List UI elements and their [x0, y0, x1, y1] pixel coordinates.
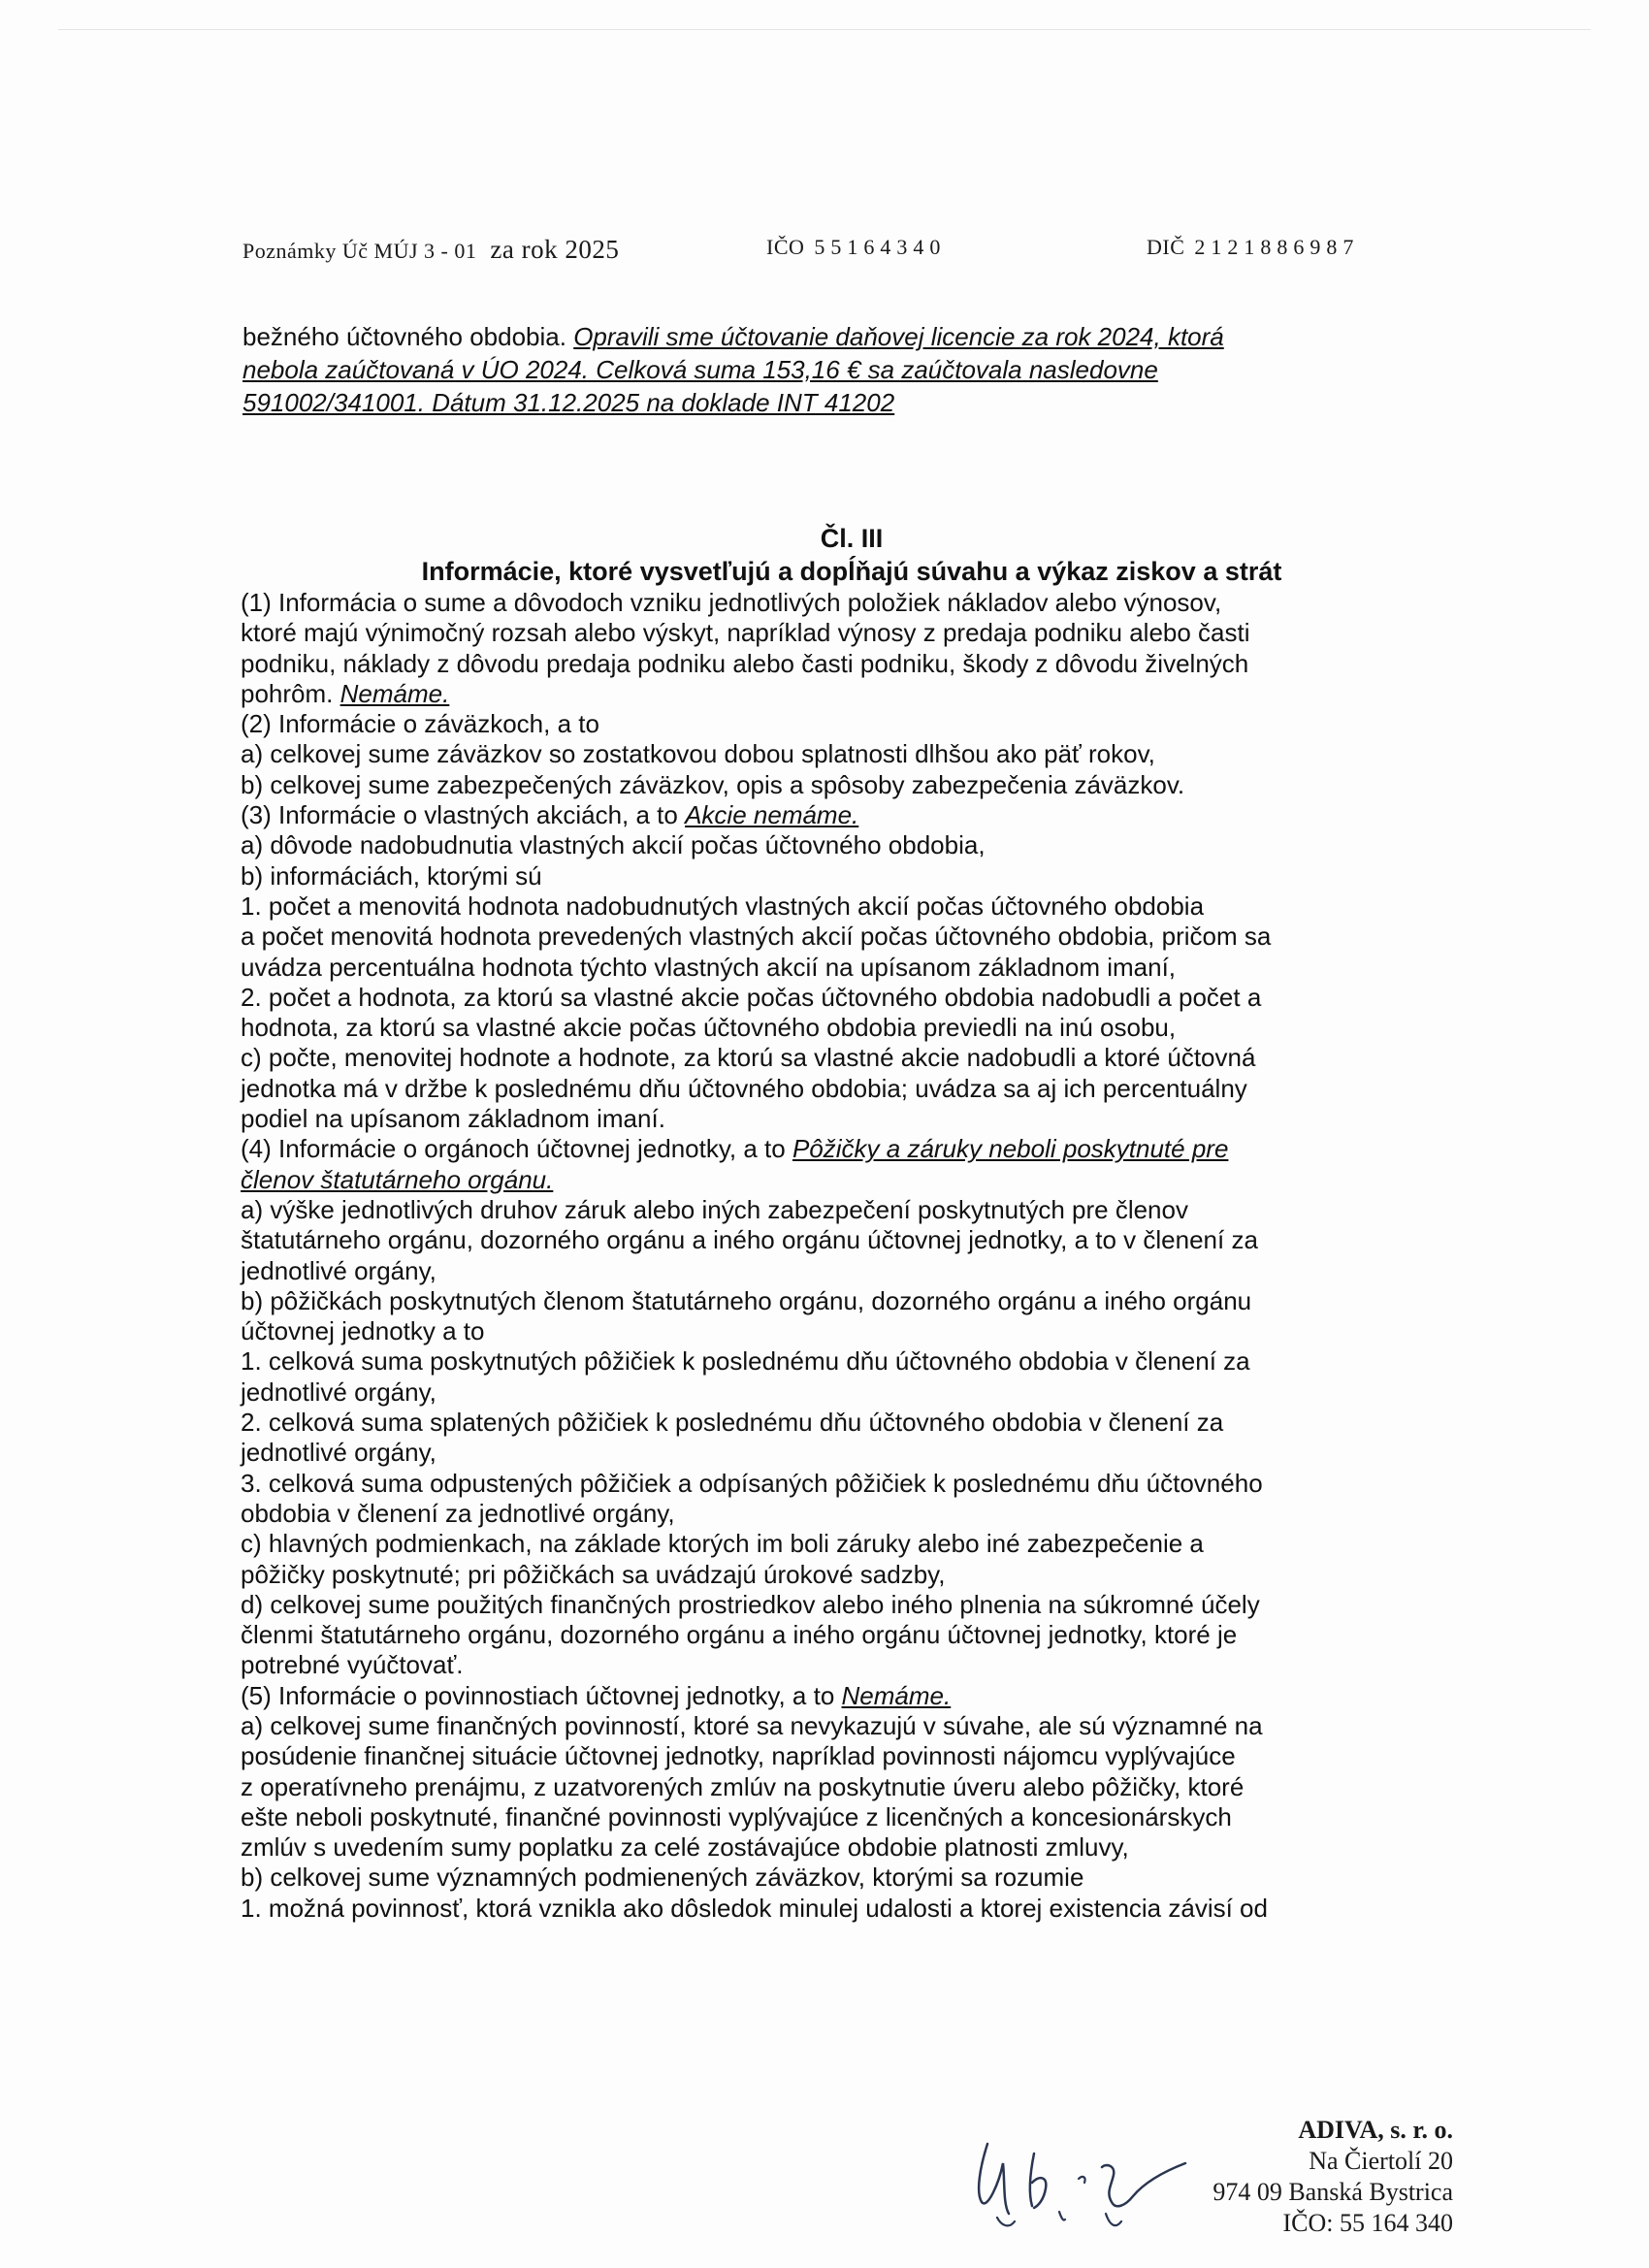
article-line — [241, 1741, 1463, 1771]
article-line — [241, 739, 1463, 769]
intro-paragraph — [242, 320, 1445, 419]
article-body — [241, 588, 1463, 1924]
article-line-text: hodnota, za ktorú sa vlastné akcie počas účtovného obdobia previedli na inú osobu, — [241, 1013, 1177, 1043]
article-line — [241, 1560, 1463, 1590]
article-line — [241, 1286, 1463, 1316]
article-line-text: a) celkovej sume záväzkov so zostatkovou dobou splatnosti dlhšou ako päť rokov, — [241, 739, 1155, 769]
article-line-text: štatutárneho orgánu, dozorného orgánu a iného orgánu účtovnej jednotky, a to v členení za — [241, 1225, 1258, 1255]
header-ico — [766, 235, 946, 260]
article-line — [241, 1256, 1463, 1286]
company-stamp — [1212, 2115, 1453, 2239]
article-line-text: jednotka má v držbe k poslednému dňu účtovného obdobia; uvádza sa aj ich percentuálny — [241, 1073, 1247, 1103]
article-line-text: a) celkovej sume finančných povinností, ktoré sa nevykazujú v súvahe, ale sú významné na — [241, 1710, 1263, 1740]
article-line-note: členov štatutárneho orgánu. — [241, 1164, 554, 1194]
article-line — [241, 983, 1463, 1013]
article-line-text: pôžičky poskytnuté; pri pôžičkách sa uvádzajú úrokové sadzby, — [241, 1559, 946, 1589]
header-dic-label: DIČ — [1147, 235, 1185, 259]
article-line-note: Akcie nemáme. — [685, 800, 859, 830]
article-line — [241, 1316, 1463, 1346]
article-line-text: 2. celková suma splatených pôžičiek k poslednému dňu účtovného obdobia v členení za — [241, 1408, 1224, 1438]
article-line-text: 1. počet a menovitá hodnota nadobudnutých vlastných akcií počas účtovného obdobia — [241, 891, 1205, 921]
intro-line: 591002/341001. Dátum 31.12.2025 na doklade INT 41202 — [242, 388, 895, 417]
article-line-note: Nemáme. — [340, 678, 450, 708]
page-header — [242, 229, 1426, 264]
article-line — [241, 1802, 1463, 1832]
article-line — [241, 1225, 1463, 1255]
article-line — [241, 1074, 1463, 1104]
article-line-text: (2) Informácie o záväzkoch, a to — [241, 709, 599, 739]
article-line-text: (3) Informácie o vlastných akciách, a to — [241, 800, 686, 830]
article-line-text: 2. počet a hodnota, za ktorú sa vlastné akcie počas účtovného obdobia nadobudli a počet a — [241, 982, 1262, 1012]
article-line-text: a) dôvode nadobudnutia vlastných akcií počas účtovného obdobia, — [241, 830, 986, 860]
article-line-text: jednotlivé orgány, — [241, 1255, 436, 1285]
article-line — [241, 1772, 1463, 1802]
article-line — [241, 1832, 1463, 1863]
article-line-text: pohrôm. — [241, 678, 340, 708]
header-dic — [1147, 235, 1359, 260]
intro-line: nebola zaúčtovaná v ÚO 2024. Celková suma 153,16 € sa zaúčtovala nasledovne — [242, 355, 1158, 384]
article-line — [241, 891, 1463, 922]
article-line — [241, 1620, 1463, 1650]
article-line-note: Nemáme. — [841, 1680, 952, 1710]
article-line-text: 1. možná povinnosť, ktorá vznikla ako dôsledok minulej udalosti a ktorej existencia závisí od — [241, 1893, 1268, 1923]
article-line-text: obdobia v členení za jednotlivé orgány, — [241, 1498, 675, 1528]
article-line — [241, 1681, 1463, 1711]
header-year: za rok 2025 — [490, 235, 620, 264]
article-line-text: b) informáciách, ktorými sú — [241, 860, 542, 891]
signature-area — [970, 2115, 1474, 2241]
intro-line — [242, 320, 1445, 353]
article-line-text: (5) Informácie o povinnostiach účtovnej jednotky, a to — [241, 1680, 842, 1710]
article-line — [241, 1499, 1463, 1529]
article-line — [241, 1408, 1463, 1438]
header-ico-label: IČO — [766, 235, 805, 259]
article-line — [241, 1195, 1463, 1225]
article-line-note: Pôžičky a záruky neboli poskytnuté pre — [792, 1134, 1229, 1164]
article-line-text: 3. celková suma odpustených pôžičiek a odpísaných pôžičiek k poslednému dňu účtovného — [241, 1468, 1263, 1498]
article-line — [241, 922, 1463, 952]
handwritten-signature — [970, 2124, 1193, 2241]
article-line-text: jednotlivé orgány, — [241, 1438, 436, 1468]
article-line — [241, 830, 1463, 860]
article-line-text: d) celkovej sume použitých finančných prostriedkov alebo iného plnenia na súkromné účely — [241, 1589, 1260, 1619]
article-line-text: (4) Informácie o orgánoch účtovnej jednotky, a to — [241, 1134, 792, 1164]
article-line-text: (1) Informácia o sume a dôvodoch vzniku jednotlivých položiek nákladov alebo výnosov, — [241, 588, 1222, 617]
intro-line-text: bežného účtovného obdobia. — [242, 322, 574, 351]
article-line — [241, 1863, 1463, 1893]
article-line-text: a) výške jednotlivých druhov záruk alebo iných zabezpečení poskytnutých pre členov — [241, 1194, 1188, 1224]
article-line — [241, 1650, 1463, 1680]
intro-line-note: Opravili sme účtovanie daňovej licencie za rok 2024, ktorá — [573, 322, 1224, 351]
article-line-text: c) hlavných podmienkach, na základe ktorých im boli záruky alebo iné zabezpečenie a — [241, 1529, 1204, 1559]
article-line-text: zmlúv s uvedením sumy poplatku za celé zostávajúce obdobie platnosti zmluvy, — [241, 1832, 1129, 1863]
stamp-street: Na Čiertolí 20 — [1309, 2147, 1453, 2175]
article-line — [241, 679, 1463, 709]
stamp-city: 974 09 Banská Bystrica — [1212, 2178, 1453, 2206]
article-line — [241, 1469, 1463, 1499]
article-line — [241, 861, 1463, 891]
article-line — [241, 1529, 1463, 1559]
article-line — [241, 1894, 1463, 1924]
article-line — [241, 1438, 1463, 1468]
stamp-company: ADIVA, s. r. o. — [1298, 2116, 1453, 2144]
article-line-text: jednotlivé orgány, — [241, 1377, 436, 1407]
article-line — [241, 1346, 1463, 1377]
article-line-text: b) pôžičkách poskytnutých členom štatutárneho orgánu, dozorného orgánu a iného orgánu — [241, 1285, 1252, 1315]
article-line — [241, 1134, 1463, 1164]
article-line — [241, 588, 1463, 618]
article-line — [241, 709, 1463, 739]
article-line — [241, 1377, 1463, 1408]
article-iii — [241, 522, 1463, 1924]
article-line-text: a počet menovitá hodnota prevedených vlastných akcií počas účtovného obdobia, pričom sa — [241, 922, 1272, 952]
header-ico-value: 55164340 — [814, 235, 947, 259]
top-divider — [58, 29, 1591, 30]
article-line — [241, 1043, 1463, 1073]
article-line-text: c) počte, menovitej hodnote a hodnote, za ktorú sa vlastné akcie nadobudli a ktoré účtovná — [241, 1043, 1256, 1073]
article-line — [241, 800, 1463, 830]
article-line-text: podniku, náklady z dôvodu predaja podniku alebo časti podniku, škody z dôvodu živelných — [241, 648, 1249, 678]
article-line — [241, 1590, 1463, 1620]
article-line-text: účtovnej jednotky a to — [241, 1316, 485, 1346]
article-line-text: posúdenie finančnej situácie účtovnej jednotky, napríklad povinnosti nájomcu vyplývajúce — [241, 1741, 1236, 1771]
header-notes — [242, 235, 619, 265]
article-line — [241, 1013, 1463, 1043]
article-line-text: ešte neboli poskytnuté, finančné povinnosti vyplývajúce z licenčných a koncesionárskych — [241, 1801, 1232, 1831]
article-line-text: podiel na upísanom základnom imaní. — [241, 1104, 665, 1134]
header-dic-value: 2121886987 — [1194, 235, 1360, 259]
article-line — [241, 770, 1463, 800]
article-line-text: 1. celková suma poskytnutých pôžičiek k poslednému dňu účtovného obdobia v členení za — [241, 1346, 1250, 1377]
article-line — [241, 649, 1463, 679]
article-number: Čl. III — [820, 524, 884, 553]
article-title: Informácie, ktoré vysvetľujú a dopĺňajú súvahu a výkaz ziskov a strát — [421, 557, 1282, 586]
article-line-text: potrebné vyúčtovať. — [241, 1650, 464, 1680]
article-line — [241, 1104, 1463, 1134]
article-line-text: b) celkovej sume významných podmienených záväzkov, ktorými sa rozumie — [241, 1863, 1084, 1893]
article-line — [241, 1165, 1463, 1195]
article-line — [241, 953, 1463, 983]
article-line-text: ktoré majú výnimočný rozsah alebo výskyt, napríklad výnosy z predaja podniku alebo časti — [241, 618, 1250, 648]
article-line-text: z operatívneho prenájmu, z uzatvorených zmlúv na poskytnutie úveru alebo pôžičky, ktoré — [241, 1771, 1245, 1801]
header-notes-label: Poznámky Úč MÚJ 3 - 01 — [242, 239, 477, 263]
article-line-text: uvádza percentuálna hodnota týchto vlastných akcií na upísanom základnom imaní, — [241, 952, 1177, 982]
article-line-text: členmi štatutárneho orgánu, dozorného orgánu a iného orgánu účtovnej jednotky, ktoré je — [241, 1620, 1238, 1650]
stamp-ico: IČO: 55 164 340 — [1282, 2209, 1453, 2237]
article-line-text: b) celkovej sume zabezpečených záväzkov, opis a spôsoby zabezpečenia záväzkov. — [241, 769, 1185, 799]
article-line — [241, 618, 1463, 648]
article-line — [241, 1711, 1463, 1741]
